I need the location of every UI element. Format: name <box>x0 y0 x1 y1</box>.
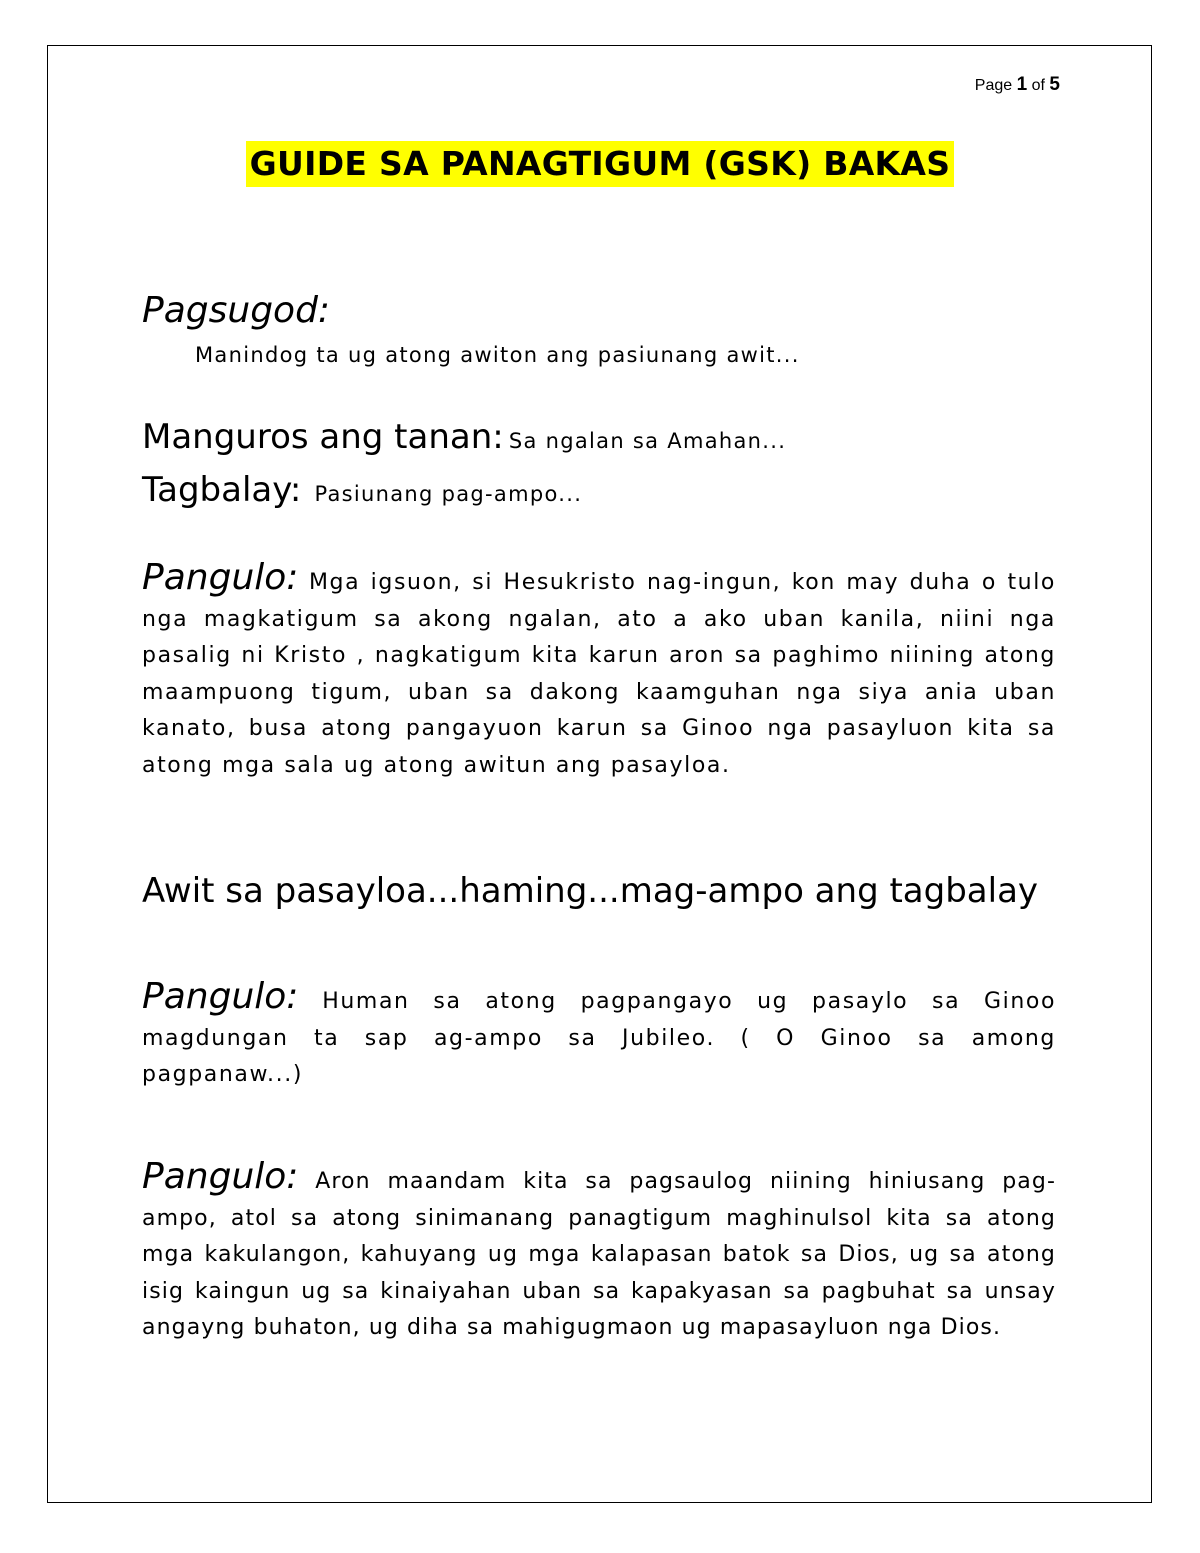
manguros-text: Sa ngalan sa Amahan... <box>508 429 787 453</box>
pagsugod-section <box>142 288 1056 370</box>
pangulo-3-paragraph <box>142 1156 1056 1347</box>
tagbalay-text: Pasiunang pag-ampo... <box>314 482 583 506</box>
pangulo-2-text: Human sa atong pagpangayo ug pasaylo sa Ginoo magdungan ta sap ag-ampo sa Jubileo. ( O Ginoo sa among pagpanaw...) <box>142 989 1057 1087</box>
page-number-total: 5 <box>1049 74 1060 95</box>
pangulo-2-paragraph <box>142 976 1057 1094</box>
pagsugod-text: Manindog ta ug atong awiton ang pasiunang awit... <box>195 343 800 367</box>
pangulo-1-text: Mga igsuon, si Hesukristo nag-ingun, kon may duha o tulo nga magkatigum sa akong ngalan, ato a ako uban kanila, niini nga pasalig ni Kristo , nagkatigum kita karun aron sa paghimo niining atong maampuong tigum, uban sa dakong kaamguhan nga siya ania uban kanato, busa atong pangayuon karun sa Ginoo nga pasayluon kita sa atong mga sala ug atong awitun ang pasayloa. <box>142 570 1056 778</box>
tagbalay-label: Tagbalay: <box>142 470 302 510</box>
awit-heading: Awit sa pasayloa...haming...mag-ampo ang tagbalay <box>142 871 1039 911</box>
title-wrapper <box>0 141 1200 187</box>
pangulo-3-label: Pangulo: <box>142 1156 299 1197</box>
pangulo-3-text: Aron maandam kita sa pagsaulog niining hiniusang pag-ampo, atol sa atong sinimanang panagtigum maghinulsol kita sa atong mga kakulangon, kahuyang ug mga kalapasan batok sa Dios, ug sa atong isig kaingun ug sa kinaiyahan uban sa kapakyasan sa pagbuhat sa unsay angayng buhaton, ug diha sa mahigugmaon ug mapasayluon nga Dios. <box>142 1169 1056 1340</box>
page-number-prefix: Page <box>974 77 1013 94</box>
page-number-current: 1 <box>1016 74 1028 95</box>
page-number <box>975 74 1060 96</box>
pangulo-1-label: Pangulo: <box>142 557 299 598</box>
document-title: GUIDE SA PANAGTIGUM (GSK) BAKAS <box>246 141 955 187</box>
tagbalay-line <box>142 470 1056 510</box>
manguros-line <box>142 417 1056 457</box>
manguros-label: Manguros ang tanan: <box>142 417 504 457</box>
pagsugod-heading: Pagsugod: <box>142 290 331 331</box>
pangulo-2-label: Pangulo: <box>142 976 299 1017</box>
pangulo-1-paragraph <box>142 557 1056 784</box>
page-number-of: of <box>1031 77 1045 94</box>
